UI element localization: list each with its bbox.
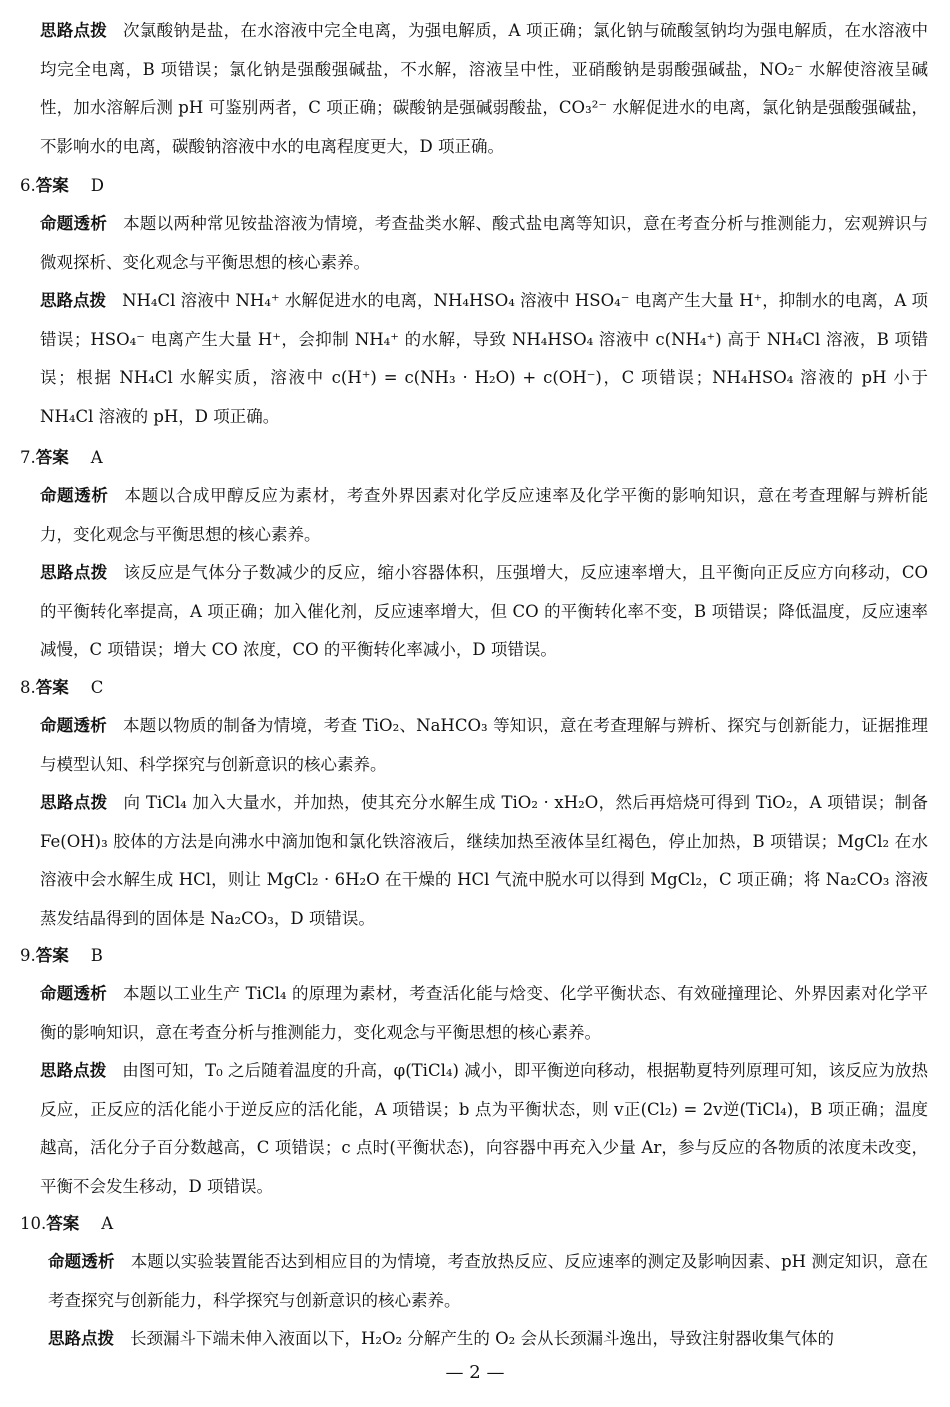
q8-answer-value: C bbox=[90, 678, 104, 697]
q7-analysis-paragraph: 命题透析 本题以合成甲醇反应为素材，考查外界因素对化学反应速率及化学平衡的影响知识，意在考查理解与辨析能力，变化观念与平衡思想的核心素养。 bbox=[40, 486, 929, 544]
page-number: — 2 — bbox=[445, 1362, 505, 1383]
q5-thinking-text: 次氯酸钠是盐，在水溶液中完全电离，为强电解质，A 项正确；氯化钠与硫酸氢钠均为强电解质，在水溶液中均完全电离，B 项错误；氯化钠是强酸强碱盐，不水解，溶液呈中性，亚硝酸钠是弱酸强碱盐，NO₂⁻ 水解使溶液呈碱性，加水溶解后测 pH 可鉴别两者，C 项正确；碳酸钠是强碱弱酸盐，CO₃²⁻ 水解促进水的电离，氯化钠是强酸强碱盐，不影响水的电离，碳酸钠溶液中水的电离程度更大，D 项正确。 bbox=[40, 21, 928, 156]
q9-answer-heading: 9.答案 B bbox=[20, 946, 103, 965]
q5-thinking-paragraph bbox=[40, 12, 928, 166]
analysis-label: 命题透析 bbox=[40, 214, 108, 233]
analysis-label: 命题透析 bbox=[40, 716, 107, 735]
thinking-label: 思路点拨 bbox=[48, 1329, 114, 1348]
q7-answer-heading: 7.答案 A bbox=[20, 448, 103, 467]
q10-answer-value: A bbox=[101, 1214, 114, 1233]
analysis-label: 命题透析 bbox=[40, 486, 109, 505]
q10-thinking-paragraph: 思路点拨 长颈漏斗下端未伸入液面以下，H₂O₂ 分解产生的 O₂ 会从长颈漏斗逸出，导致注射器收集气体的 bbox=[48, 1329, 835, 1348]
q9-answer-value: B bbox=[90, 946, 103, 965]
q6-answer-value: D bbox=[90, 176, 104, 195]
thinking-label: 思路点拨 bbox=[40, 793, 108, 812]
q8-thinking-paragraph: 思路点拨 向 TiCl₄ 加入大量水，并加热，使其充分水解生成 TiO₂ · xH₂O，然后再焙烧可得到 TiO₂，A 项错误；制备 Fe(OH)₃ 胶体的方法是向沸水中滴加饱和氯化铁溶液后，继续加热至液体呈红褐色，停止加热，B 项错误；MgCl₂ 在水溶液中会水解生成 HCl，则让 MgCl₂ · 6H₂O 在干燥的 HCl 气流中脱水可以得到 MgCl₂，C 项正确；将 Na₂CO₃ 溶液蒸发结晶得到的固体是 Na₂CO₃，D 项错误。 bbox=[40, 793, 929, 928]
analysis-label: 命题透析 bbox=[48, 1252, 115, 1271]
q8-analysis-paragraph: 命题透析 本题以物质的制备为情境，考查 TiO₂、NaHCO₃ 等知识，意在考查理解与辨析、探究与创新能力，证据推理与模型认知、科学探究与创新意识的核心素养。 bbox=[40, 716, 928, 774]
thinking-label: 思路点拨 bbox=[40, 563, 108, 582]
thinking-label: 思路点拨 bbox=[40, 291, 107, 310]
q10-answer-heading: 10.答案 A bbox=[20, 1214, 114, 1233]
q6-thinking-paragraph: 思路点拨 NH₄Cl 溶液中 NH₄⁺ 水解促进水的电离，NH₄HSO₄ 溶液中 HSO₄⁻ 电离产生大量 H⁺，抑制水的电离，A 项错误；HSO₄⁻ 电离产生大量 H⁺，会抑制 NH₄⁺ 的水解，导致 NH₄HSO₄ 溶液中 c(NH₄⁺) 高于 NH₄Cl 溶液，B 项错误；根据 NH₄Cl 水解实质，溶液中 c(H⁺) = c(NH₃ · H₂O) + c(OH⁻)，C 项错误；NH₄HSO₄ 溶液的 pH 小于 NH₄Cl 溶液的 pH，D 项正确。 bbox=[40, 291, 928, 426]
q7-answer-value: A bbox=[90, 448, 103, 467]
analysis-label: 命题透析 bbox=[40, 984, 107, 1003]
q9-thinking-paragraph: 思路点拨 由图可知，T₀ 之后随着温度的升高，φ(TiCl₄) 减小，即平衡逆向移动，根据勒夏特列原理可知，该反应为放热反应，正反应的活化能小于逆反应的活化能，A 项错误；b 点为平衡状态，则 v正(Cl₂) = 2v逆(TiCl₄)，B 项正确；温度越高，活化分子百分数越高，C 项错误；c 点时(平衡状态)，向容器中再充入少量 Ar，参与反应的各物质的浓度未改变，平衡不会发生移动，D 项错误。 bbox=[40, 1061, 928, 1196]
q9-analysis-paragraph: 命题透析 本题以工业生产 TiCl₄ 的原理为素材，考查活化能与焓变、化学平衡状态、有效碰撞理论、外界因素对化学平衡的影响知识，意在考查分析与推测能力，变化观念与平衡思想的核心素养。 bbox=[40, 984, 928, 1042]
q6-answer-heading: 6.答案 D bbox=[20, 176, 104, 195]
thinking-label: 思路点拨 bbox=[40, 1061, 107, 1080]
q6-analysis-paragraph: 命题透析 本题以两种常见铵盐溶液为情境，考查盐类水解、酸式盐电离等知识，意在考查分析与推测能力，宏观辨识与微观探析、变化观念与平衡思想的核心素养。 bbox=[40, 214, 929, 272]
q10-analysis-paragraph: 命题透析 本题以实验装置能否达到相应目的为情境，考查放热反应、反应速率的测定及影响因素、pH 测定知识，意在考查探究与创新能力，科学探究与创新意识的核心素养。 bbox=[48, 1252, 929, 1310]
thinking-label: 思路点拨 bbox=[40, 21, 108, 40]
q8-answer-heading: 8.答案 C bbox=[20, 678, 104, 697]
q7-thinking-paragraph: 思路点拨 该反应是气体分子数减少的反应，缩小容器体积，压强增大，反应速率增大，且平衡向正反应方向移动，CO 的平衡转化率提高，A 项正确；加入催化剂，反应速率增大，但 CO 的平衡转化率不变，B 项错误；降低温度，反应速率减慢，C 项错误；增大 CO 浓度，CO 的平衡转化率减小，D 项错误。 bbox=[40, 563, 928, 660]
